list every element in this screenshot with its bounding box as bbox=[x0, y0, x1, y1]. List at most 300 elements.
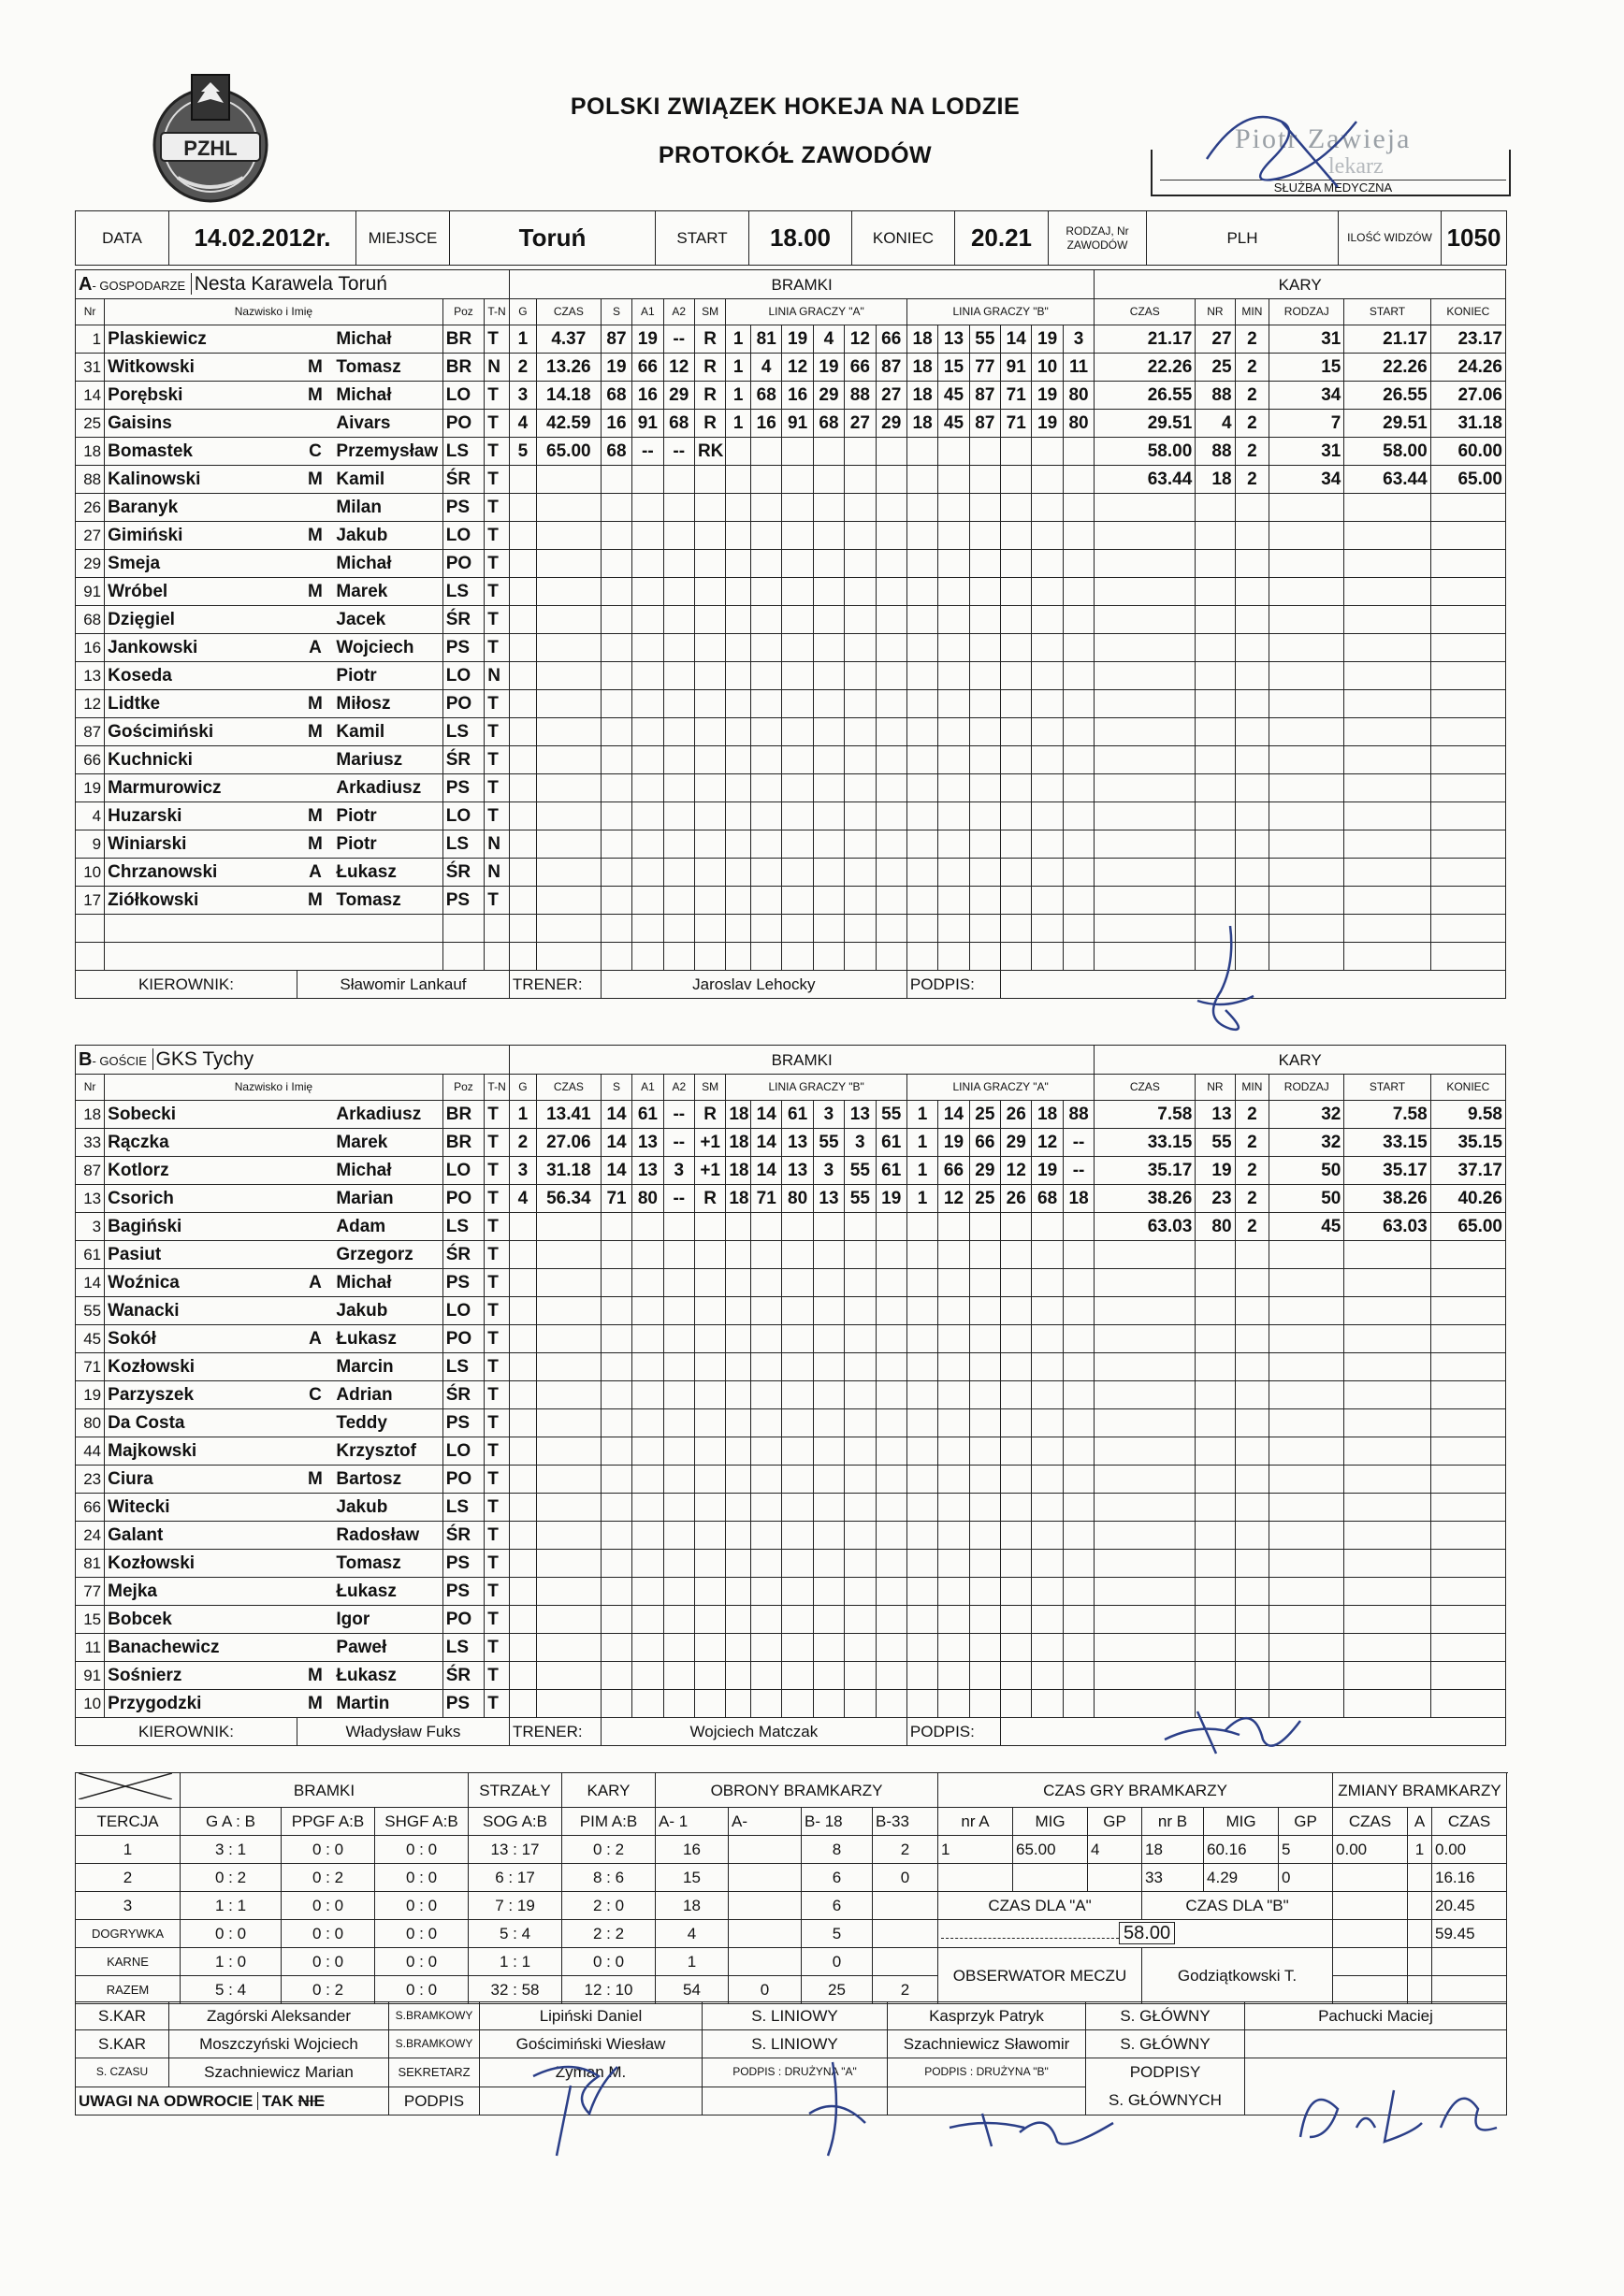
penalty-player bbox=[1196, 1494, 1235, 1522]
player-first-name: Piotr bbox=[333, 802, 442, 830]
date-value: 14.02.2012r. bbox=[169, 211, 356, 266]
goal-assist-2 bbox=[663, 1662, 694, 1690]
player-first-name: Michał bbox=[333, 382, 442, 410]
line-a-player bbox=[751, 1409, 782, 1437]
goal-situation bbox=[694, 522, 725, 550]
score-pair: 3 : 1 bbox=[181, 1836, 282, 1864]
player-number: 55 bbox=[76, 1297, 105, 1325]
line-a-player bbox=[782, 1297, 813, 1325]
goal-number bbox=[509, 522, 536, 550]
player-role bbox=[297, 915, 333, 943]
line-b-player: 87 bbox=[969, 410, 1000, 438]
line-a-player: 61 bbox=[876, 1157, 906, 1185]
goal-assist-1 bbox=[632, 802, 663, 830]
gk-mig-a-header: MIG bbox=[1013, 1808, 1088, 1836]
chg-time-a bbox=[1333, 1892, 1408, 1920]
team-b-goals-header: BRAMKI bbox=[509, 1046, 1094, 1075]
goal-situation: R bbox=[694, 1185, 725, 1213]
line-a-player bbox=[876, 1381, 906, 1409]
goal-assist-2 bbox=[663, 606, 694, 634]
player-status: T bbox=[485, 1353, 510, 1381]
penalty-end bbox=[1430, 802, 1505, 830]
goal-time: 65.00 bbox=[536, 438, 601, 466]
penalty-start: 33.15 bbox=[1344, 1129, 1430, 1157]
player-position: LO bbox=[442, 802, 485, 830]
score-pair: 0 : 0 bbox=[562, 1948, 656, 1976]
player-role bbox=[297, 550, 333, 578]
goal-assist-2 bbox=[663, 662, 694, 690]
line-b-player bbox=[1032, 634, 1063, 662]
player-last-name: Smeja bbox=[105, 550, 297, 578]
line-a-player bbox=[876, 1241, 906, 1269]
goal-situation bbox=[694, 774, 725, 802]
penalty-start bbox=[1344, 1662, 1430, 1690]
penalty-type bbox=[1269, 1606, 1344, 1634]
line-a-player: 14 bbox=[751, 1157, 782, 1185]
line-b-player bbox=[906, 1578, 937, 1606]
period-header: TERCJA bbox=[76, 1808, 181, 1836]
line-b-player: 19 bbox=[1032, 382, 1063, 410]
line-b-player bbox=[1001, 1578, 1032, 1606]
gk-nrb-header: nr B bbox=[1142, 1808, 1204, 1836]
ppgf-header: PPGF A:B bbox=[282, 1808, 375, 1836]
line-b-player bbox=[969, 718, 1000, 746]
player-role bbox=[297, 1213, 333, 1241]
penalty-player: 88 bbox=[1196, 382, 1235, 410]
goal-assist-1 bbox=[632, 1634, 663, 1662]
line-a-player: 61 bbox=[782, 1101, 813, 1129]
line-b-player bbox=[969, 1437, 1000, 1466]
penalty-type bbox=[1269, 1466, 1344, 1494]
line-b-player bbox=[1063, 1297, 1095, 1325]
saves-b33 bbox=[873, 1920, 938, 1948]
penalty-time: 26.55 bbox=[1095, 382, 1196, 410]
line-a-player bbox=[876, 718, 906, 746]
line-a-player bbox=[876, 662, 906, 690]
goal-scorer bbox=[601, 690, 631, 718]
line-a-player bbox=[845, 1466, 876, 1494]
player-number: 10 bbox=[76, 1690, 105, 1718]
penalty-start bbox=[1344, 550, 1430, 578]
player-first-name: Miłosz bbox=[333, 690, 442, 718]
line-b-player bbox=[1032, 1550, 1063, 1578]
penalty-start: 58.00 bbox=[1344, 438, 1430, 466]
penalty-player bbox=[1196, 494, 1235, 522]
line-b-player bbox=[1063, 550, 1095, 578]
score-pair: 12 : 10 bbox=[562, 1976, 656, 2004]
penalty-player: 23 bbox=[1196, 1185, 1235, 1213]
line-a-player bbox=[726, 1409, 751, 1437]
line-b-player: 77 bbox=[969, 354, 1000, 382]
penalty-minutes bbox=[1235, 1466, 1269, 1494]
goal-situation bbox=[694, 1213, 725, 1241]
line-b-player bbox=[906, 1466, 937, 1494]
team-b-signature-cell bbox=[1001, 1718, 1506, 1746]
player-position: ŚR bbox=[442, 1522, 485, 1550]
goal-number: 4 bbox=[509, 1185, 536, 1213]
team-b-row bbox=[76, 1269, 1506, 1297]
penalty-type bbox=[1269, 915, 1344, 943]
goal-assist-1 bbox=[632, 1578, 663, 1606]
penalty-end: 65.00 bbox=[1430, 1213, 1505, 1241]
score-pair: 0 : 2 bbox=[562, 1836, 656, 1864]
goal-number bbox=[509, 887, 536, 915]
saves-b18: 8 bbox=[802, 1836, 873, 1864]
score-pair: 1 : 1 bbox=[469, 1948, 562, 1976]
goal-time: 14.18 bbox=[536, 382, 601, 410]
goal-situation bbox=[694, 830, 725, 859]
penalty-time bbox=[1095, 1269, 1196, 1297]
penalty-player bbox=[1196, 690, 1235, 718]
line-a-player bbox=[813, 1325, 844, 1353]
penalty-end bbox=[1430, 1606, 1505, 1634]
penalty-type bbox=[1269, 802, 1344, 830]
goal-assist-1 bbox=[632, 943, 663, 971]
penalty-minutes bbox=[1235, 1550, 1269, 1578]
line-a-player bbox=[876, 578, 906, 606]
line-b-player bbox=[1001, 634, 1032, 662]
goal-judge-1: Lipiński Daniel bbox=[480, 2002, 703, 2030]
line-b-player: 1 bbox=[906, 1129, 937, 1157]
line-b-player bbox=[906, 550, 937, 578]
line-b-player bbox=[1063, 718, 1095, 746]
player-role bbox=[297, 662, 333, 690]
player-status: T bbox=[485, 802, 510, 830]
player-last-name: Kozłowski bbox=[105, 1353, 297, 1381]
penalty-time bbox=[1095, 943, 1196, 971]
penalty-time: 7.58 bbox=[1095, 1101, 1196, 1129]
penalty-player bbox=[1196, 1325, 1235, 1353]
line-b-player bbox=[1032, 1494, 1063, 1522]
penalty-time: 22.26 bbox=[1095, 354, 1196, 382]
line-a-player bbox=[782, 1241, 813, 1269]
time-for-b-label: CZAS DLA "B" bbox=[1142, 1892, 1333, 1920]
player-number: 4 bbox=[76, 802, 105, 830]
player-position: LS bbox=[442, 1494, 485, 1522]
line-b-player: 55 bbox=[969, 325, 1000, 354]
penalty-type bbox=[1269, 1437, 1344, 1466]
team-b-section bbox=[75, 1045, 1506, 1746]
saves-a2-header: A- bbox=[729, 1808, 802, 1836]
goal-assist-1 bbox=[632, 1241, 663, 1269]
team-b-row bbox=[76, 1129, 1506, 1157]
penalty-minutes bbox=[1235, 1409, 1269, 1437]
penalty-type bbox=[1269, 1494, 1344, 1522]
player-status: T bbox=[485, 1606, 510, 1634]
line-b-player bbox=[938, 887, 969, 915]
goal-situation bbox=[694, 1381, 725, 1409]
penalty-minutes bbox=[1235, 606, 1269, 634]
referee-label-2: S. GŁÓWNY bbox=[1086, 2030, 1245, 2058]
line-a-player bbox=[726, 1606, 751, 1634]
goal-assist-1 bbox=[632, 915, 663, 943]
line-b-player: 12 bbox=[938, 1185, 969, 1213]
player-number: 19 bbox=[76, 774, 105, 802]
team-b-row bbox=[76, 1213, 1506, 1241]
penalty-player: 88 bbox=[1196, 438, 1235, 466]
goal-situation bbox=[694, 1353, 725, 1381]
line-a-player bbox=[782, 1550, 813, 1578]
line-a-player bbox=[751, 1381, 782, 1409]
player-first-name: Łukasz bbox=[333, 1662, 442, 1690]
goal-assist-2 bbox=[663, 1466, 694, 1494]
goal-time bbox=[536, 859, 601, 887]
line-a-player bbox=[845, 494, 876, 522]
penalty-player bbox=[1196, 1550, 1235, 1578]
saves-a2 bbox=[729, 1836, 802, 1864]
line-a-player bbox=[845, 915, 876, 943]
line-b-player bbox=[1001, 887, 1032, 915]
line-a-player bbox=[813, 1634, 844, 1662]
line-a-player: 66 bbox=[876, 325, 906, 354]
line-a-player bbox=[813, 887, 844, 915]
goal-number bbox=[509, 1662, 536, 1690]
penalty-minutes bbox=[1235, 1690, 1269, 1718]
player-role bbox=[297, 1185, 333, 1213]
remarks-cell: UWAGI NA ODWROCIE TAK NIE bbox=[76, 2087, 389, 2115]
goal-number bbox=[509, 1550, 536, 1578]
penalty-minutes bbox=[1235, 1634, 1269, 1662]
penalty-start: 7.58 bbox=[1344, 1101, 1430, 1129]
penalty-player bbox=[1196, 774, 1235, 802]
player-last-name: Marmurowicz bbox=[105, 774, 297, 802]
line-a-player bbox=[726, 1494, 751, 1522]
line-a-player bbox=[876, 1634, 906, 1662]
player-status: T bbox=[485, 1690, 510, 1718]
goal-scorer bbox=[601, 1325, 631, 1353]
goal-assist-1 bbox=[632, 550, 663, 578]
team-a-row bbox=[76, 718, 1506, 746]
score-pair: 0 : 2 bbox=[282, 1976, 375, 2004]
line-b-player bbox=[938, 1634, 969, 1662]
penalty-start bbox=[1344, 1550, 1430, 1578]
player-number: 61 bbox=[76, 1241, 105, 1269]
line-a-player bbox=[876, 943, 906, 971]
line-a-player bbox=[751, 943, 782, 971]
penalty-type bbox=[1269, 1241, 1344, 1269]
player-number: 33 bbox=[76, 1129, 105, 1157]
line-a-player bbox=[782, 606, 813, 634]
penalty-minutes: 2 bbox=[1235, 382, 1269, 410]
player-position: LS bbox=[442, 1213, 485, 1241]
penalty-minutes: 2 bbox=[1235, 354, 1269, 382]
line-b-player bbox=[969, 494, 1000, 522]
player-last-name: Baranyk bbox=[105, 494, 297, 522]
line-a-player bbox=[813, 746, 844, 774]
team-a-row bbox=[76, 522, 1506, 550]
line-a-player bbox=[782, 1213, 813, 1241]
col-pen-time: CZAS bbox=[1095, 299, 1196, 325]
line-a-player bbox=[726, 1213, 751, 1241]
penalty-type: 31 bbox=[1269, 438, 1344, 466]
line-b-player bbox=[1032, 887, 1063, 915]
goal-time: 56.34 bbox=[536, 1185, 601, 1213]
line-b-player: 19 bbox=[1032, 325, 1063, 354]
line-b-player bbox=[906, 1381, 937, 1409]
player-status: T bbox=[485, 1466, 510, 1494]
penalty-end bbox=[1430, 1578, 1505, 1606]
summary-gk-time-header: CZAS GRY BRAMKARZY bbox=[938, 1773, 1333, 1808]
penalty-start: 29.51 bbox=[1344, 410, 1430, 438]
penalty-player: 25 bbox=[1196, 354, 1235, 382]
player-first-name: Aivars bbox=[333, 410, 442, 438]
goal-scorer bbox=[601, 1241, 631, 1269]
goal-number bbox=[509, 494, 536, 522]
line-a-player bbox=[726, 887, 751, 915]
goal-number bbox=[509, 1437, 536, 1466]
penalty-minutes bbox=[1235, 1269, 1269, 1297]
team-a-signature-label: PODPIS : DRUŻYNA "A" bbox=[703, 2058, 888, 2087]
line-a-player: 71 bbox=[751, 1185, 782, 1213]
line-a-player bbox=[845, 1297, 876, 1325]
penalty-end bbox=[1430, 830, 1505, 859]
player-last-name: Mejka bbox=[105, 1578, 297, 1606]
team-a-row bbox=[76, 887, 1506, 915]
line-b-player bbox=[1063, 634, 1095, 662]
line-a-player: 4 bbox=[813, 325, 844, 354]
line-b-player bbox=[969, 830, 1000, 859]
penalty-end: 35.15 bbox=[1430, 1129, 1505, 1157]
penalty-start: 21.17 bbox=[1344, 325, 1430, 354]
line-a-player: 1 bbox=[726, 410, 751, 438]
penalty-time bbox=[1095, 578, 1196, 606]
line-a-player bbox=[876, 746, 906, 774]
player-last-name: Ciura bbox=[105, 1466, 297, 1494]
player-first-name: Michał bbox=[333, 325, 442, 354]
line-a-player bbox=[782, 1662, 813, 1690]
goal-number bbox=[509, 1606, 536, 1634]
line-b-player bbox=[1001, 746, 1032, 774]
line-a-player: 87 bbox=[876, 354, 906, 382]
line-a-player bbox=[813, 662, 844, 690]
player-position: ŚR bbox=[442, 746, 485, 774]
team-a-row bbox=[76, 802, 1506, 830]
penalty-type: 7 bbox=[1269, 410, 1344, 438]
penalty-end bbox=[1430, 690, 1505, 718]
goal-situation bbox=[694, 887, 725, 915]
penalty-player bbox=[1196, 943, 1235, 971]
line-b-player bbox=[938, 1522, 969, 1550]
goal-scorer bbox=[601, 802, 631, 830]
chg-a bbox=[1408, 1864, 1432, 1892]
player-role bbox=[297, 943, 333, 971]
player-first-name: Łukasz bbox=[333, 1325, 442, 1353]
line-a-player bbox=[751, 1522, 782, 1550]
line-b-player bbox=[1001, 1381, 1032, 1409]
line-b-player bbox=[969, 634, 1000, 662]
player-last-name: Gaisins bbox=[105, 410, 297, 438]
line-b-player bbox=[1032, 915, 1063, 943]
player-status: T bbox=[485, 1634, 510, 1662]
line-b-player bbox=[1063, 606, 1095, 634]
goal-number bbox=[509, 1466, 536, 1494]
gk-mig-b-header: MIG bbox=[1204, 1808, 1279, 1836]
penalty-minutes: 2 bbox=[1235, 1213, 1269, 1241]
line-b-player bbox=[1063, 494, 1095, 522]
line-b-player bbox=[1032, 1297, 1063, 1325]
penalty-start bbox=[1344, 915, 1430, 943]
penalty-time: 35.17 bbox=[1095, 1157, 1196, 1185]
player-position bbox=[442, 915, 485, 943]
line-b-player: 12 bbox=[1032, 1129, 1063, 1157]
goal-scorer bbox=[601, 1690, 631, 1718]
period-label: RAZEM bbox=[76, 1976, 181, 2004]
line-a-player: 12 bbox=[782, 354, 813, 382]
player-last-name: Kuchnicki bbox=[105, 746, 297, 774]
line-b-player bbox=[938, 634, 969, 662]
line-a-player: 68 bbox=[813, 410, 844, 438]
line-a-player bbox=[813, 1353, 844, 1381]
line-a-player bbox=[876, 1466, 906, 1494]
line-a-player: 3 bbox=[845, 1129, 876, 1157]
goal-scorer: 68 bbox=[601, 382, 631, 410]
line-a-player bbox=[876, 830, 906, 859]
goal-scorer bbox=[601, 466, 631, 494]
line-a-player bbox=[782, 1325, 813, 1353]
goal-assist-2 bbox=[663, 522, 694, 550]
penalty-end bbox=[1430, 1381, 1505, 1409]
chg-a-header: A bbox=[1408, 1808, 1432, 1836]
penalty-minutes bbox=[1235, 690, 1269, 718]
line-b-player bbox=[906, 578, 937, 606]
line-b-player bbox=[1001, 1662, 1032, 1690]
line-a-player: 3 bbox=[813, 1157, 844, 1185]
player-role bbox=[297, 1578, 333, 1606]
penalty-judge-2: Moszczyński Wojciech bbox=[169, 2030, 389, 2058]
line-b-player bbox=[1063, 1550, 1095, 1578]
penalty-minutes bbox=[1235, 746, 1269, 774]
line-a-player bbox=[813, 522, 844, 550]
penalty-start bbox=[1344, 718, 1430, 746]
penalty-start: 35.17 bbox=[1344, 1157, 1430, 1185]
line-b-player: 18 bbox=[906, 382, 937, 410]
player-first-name: Krzysztof bbox=[333, 1437, 442, 1466]
goal-assist-1 bbox=[632, 1494, 663, 1522]
player-role bbox=[297, 1606, 333, 1634]
line-b-player bbox=[1032, 746, 1063, 774]
gk-mig-a: 65.00 bbox=[1013, 1836, 1088, 1864]
penalty-start bbox=[1344, 634, 1430, 662]
line-a-player bbox=[751, 859, 782, 887]
saves-b33: 2 bbox=[873, 1836, 938, 1864]
player-last-name: Woźnica bbox=[105, 1269, 297, 1297]
player-first-name bbox=[333, 943, 442, 971]
goal-assist-2 bbox=[663, 690, 694, 718]
line-b-player: 11 bbox=[1063, 354, 1095, 382]
line-a-player bbox=[782, 1690, 813, 1718]
player-last-name: Porębski bbox=[105, 382, 297, 410]
player-role bbox=[297, 1101, 333, 1129]
penalty-end bbox=[1430, 550, 1505, 578]
line-b-player bbox=[1032, 494, 1063, 522]
goal-assist-1 bbox=[632, 1550, 663, 1578]
line-a-player bbox=[782, 1269, 813, 1297]
team-b-row bbox=[76, 1466, 1506, 1494]
penalty-minutes bbox=[1235, 1381, 1269, 1409]
penalty-start: 38.26 bbox=[1344, 1185, 1430, 1213]
penalty-type bbox=[1269, 943, 1344, 971]
score-pair: 0 : 0 bbox=[375, 1976, 469, 2004]
goal-time bbox=[536, 1409, 601, 1437]
line-a-player bbox=[876, 1690, 906, 1718]
line-b-player: 15 bbox=[938, 354, 969, 382]
player-role bbox=[297, 1297, 333, 1325]
line-a-player bbox=[751, 746, 782, 774]
penalty-end bbox=[1430, 1634, 1505, 1662]
line-a-player: 13 bbox=[813, 1185, 844, 1213]
penalty-end bbox=[1430, 1437, 1505, 1466]
line-a-player bbox=[813, 578, 844, 606]
